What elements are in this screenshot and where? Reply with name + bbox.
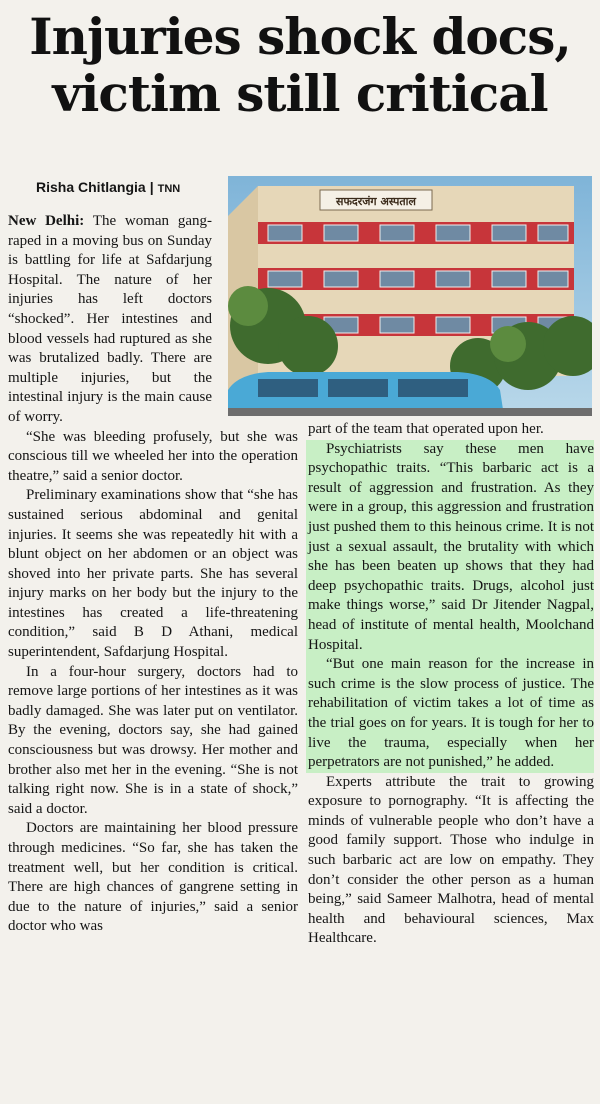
paragraph-1-text: The woman gang-raped in a moving bus on Sunday is battling for life at Safdarjung Hospital. The nature of her injuries has left doctors “shocked”. Her intestines and blood vessels had ruptured as she was brutalized badly. There are multiple injuries, but the intestinal injury is the main cause of worry. [8,213,212,425]
headline-line-1: Injuries shock docs, [29,7,571,66]
byline-separator: | [149,179,154,195]
paragraph-justice: “But one main reason for the increase in such crime is the slow process of justice. The rehabilitation of victim takes a lot of time as the trial goes on for years. It is tough for her to live the trauma, especially when her perpetrators are not punished,” he added. [308,656,594,771]
article-column-1 [8,212,298,937]
paragraph-continuation: part of the team that operated upon her. [308,421,544,437]
paragraph-5: Doctors are maintaining her blood pressure through medicines. “So far, she has taken the treatment well, but her condition is critical. There are high chances of gangrene setting in due to the nature of injuries,” said a senior doctor who was [8,820,298,935]
hospital-sign-text: सफदरजंग अस्पताल [336,195,416,208]
paragraph-psychiatrists: Psychiatrists say these men have psychopathic traits. “This barbaric act is a result of aggression and frustration. As they were in a group, this aggression and frustration just pushed them to this heinous crime. It is not just a sexual assault, the brutality with which she has been beaten up shows that they had deep psychopathic traits. Drugs, alcohol just make things worse,” said Dr Jitender Nagpal, head of institute of mental health, Moolchand Hospital. [308,440,594,653]
paragraph-experts: Experts attribute the trait to growing exposure to pornography. “It is affecting the minds of vulnerable people who don’t have a good family support. Those who indulge in such barbaric act are low on empathy. They don’t consider the other person as a human being,” said Sameer Malhotra, head of mental health and behavioural sciences, Max Healthcare. [308,773,594,947]
paragraph-2: “She was bleeding profusely, but she was conscious till we wheeled her into the operation theatre,” said a senior doctor. [8,428,298,484]
dateline: New Delhi: [8,213,85,229]
byline [36,179,180,195]
article-column-2 [308,420,594,949]
paragraph-4: In a four-hour surgery, doctors had to remove large portions of her intestines as it was badly damaged. She was later put on ventilator. By the evening, doctors say, she had gained consciousness but was drowsy. Her mother and brother also met her in the evening. “She is not talking right now. She is in a state of shock,” said a doctor. [8,663,298,817]
author-name: Risha Chitlangia [36,179,146,195]
paragraph-1 [8,212,212,428]
paragraph-3: Preliminary examinations show that “she has sustained serious abdominal and genital injuries. It seems she was repeatedly hit with a blunt object on her abdomen or an object was shoved into her private parts. She has several injury marks on her body but the injury to the intestines has created a life-threatening condition,” said B D Athani, medical superintendent, Safdarjung Hospital. [8,487,298,661]
headline [0,8,600,122]
highlighted-passage [306,440,594,773]
headline-line-2: victim still critical [52,64,548,123]
news-agency: TNN [157,183,181,195]
